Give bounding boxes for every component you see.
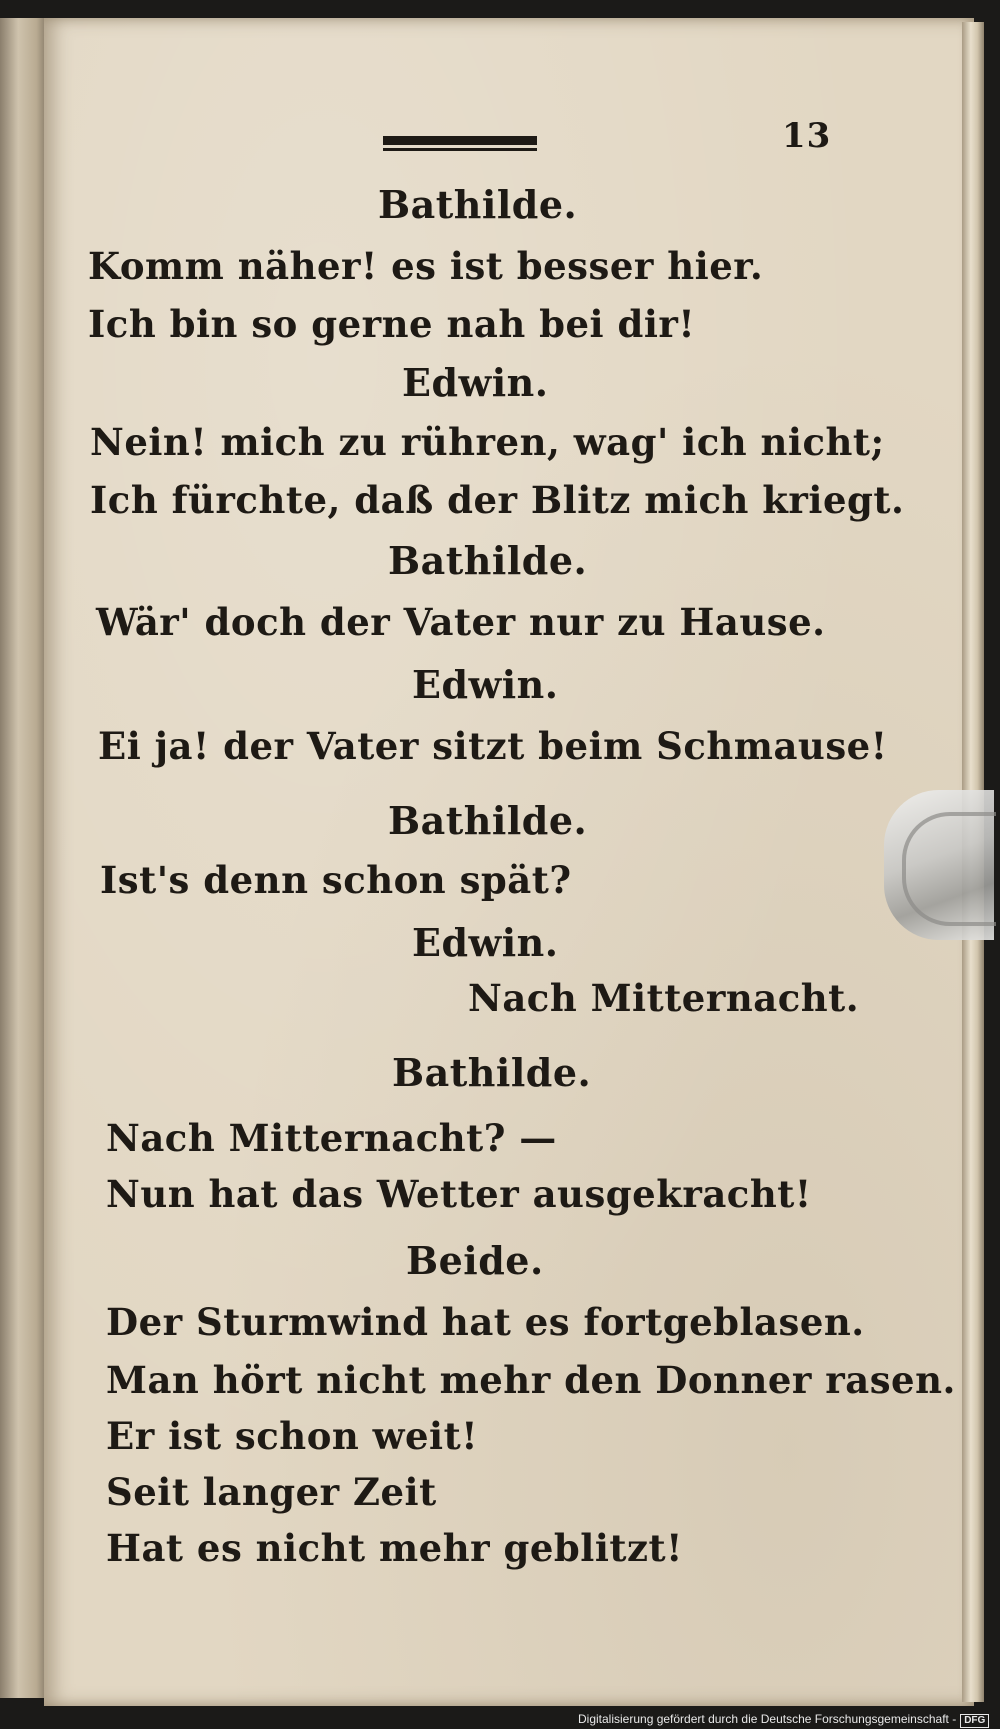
speaker-name: Beide. bbox=[406, 1238, 544, 1283]
verse-line: Der Sturmwind hat es fortgeblasen. bbox=[106, 1300, 865, 1344]
verse-line: Wär' doch der Vater nur zu Hause. bbox=[96, 600, 826, 644]
page-number: 13 bbox=[782, 116, 832, 156]
speaker-name: Bathilde. bbox=[392, 1050, 592, 1095]
verse-line: Nun hat das Wetter ausgekracht! bbox=[106, 1172, 812, 1216]
dfg-logo: DFG bbox=[960, 1714, 989, 1728]
speaker-name: Edwin. bbox=[412, 662, 559, 707]
verse-line: Seit langer Zeit bbox=[106, 1470, 437, 1514]
verse-line: Nach Mitternacht. bbox=[468, 976, 860, 1020]
verse-line: Hat es nicht mehr geblitzt! bbox=[106, 1526, 683, 1570]
speaker-name: Bathilde. bbox=[378, 182, 578, 227]
verse-line: Ich fürchte, daß der Blitz mich kriegt. bbox=[90, 478, 905, 522]
speaker-name: Bathilde. bbox=[388, 538, 588, 583]
credit-text: Digitalisierung gefördert durch die Deutsche Forschungsgemeinschaft - bbox=[578, 1712, 957, 1726]
verse-line: Ist's denn schon spät? bbox=[100, 858, 572, 902]
speaker-name: Edwin. bbox=[412, 920, 559, 965]
verse-line: Ich bin so gerne nah bei dir! bbox=[88, 302, 696, 346]
verse-line: Er ist schon weit! bbox=[106, 1414, 478, 1458]
verse-line: Nach Mitternacht? — bbox=[106, 1116, 557, 1160]
speaker-name: Bathilde. bbox=[388, 798, 588, 843]
digitization-credit bbox=[578, 1712, 989, 1728]
verse-line: Ei ja! der Vater sitzt beim Schmause! bbox=[98, 724, 888, 768]
verse-line: Man hört nicht mehr den Donner rasen. bbox=[106, 1358, 956, 1402]
verse-line: Nein! mich zu rühren, wag' ich nicht; bbox=[90, 420, 885, 464]
verse-line: Komm näher! es ist besser hier. bbox=[88, 244, 764, 288]
speaker-name: Edwin. bbox=[402, 360, 549, 405]
